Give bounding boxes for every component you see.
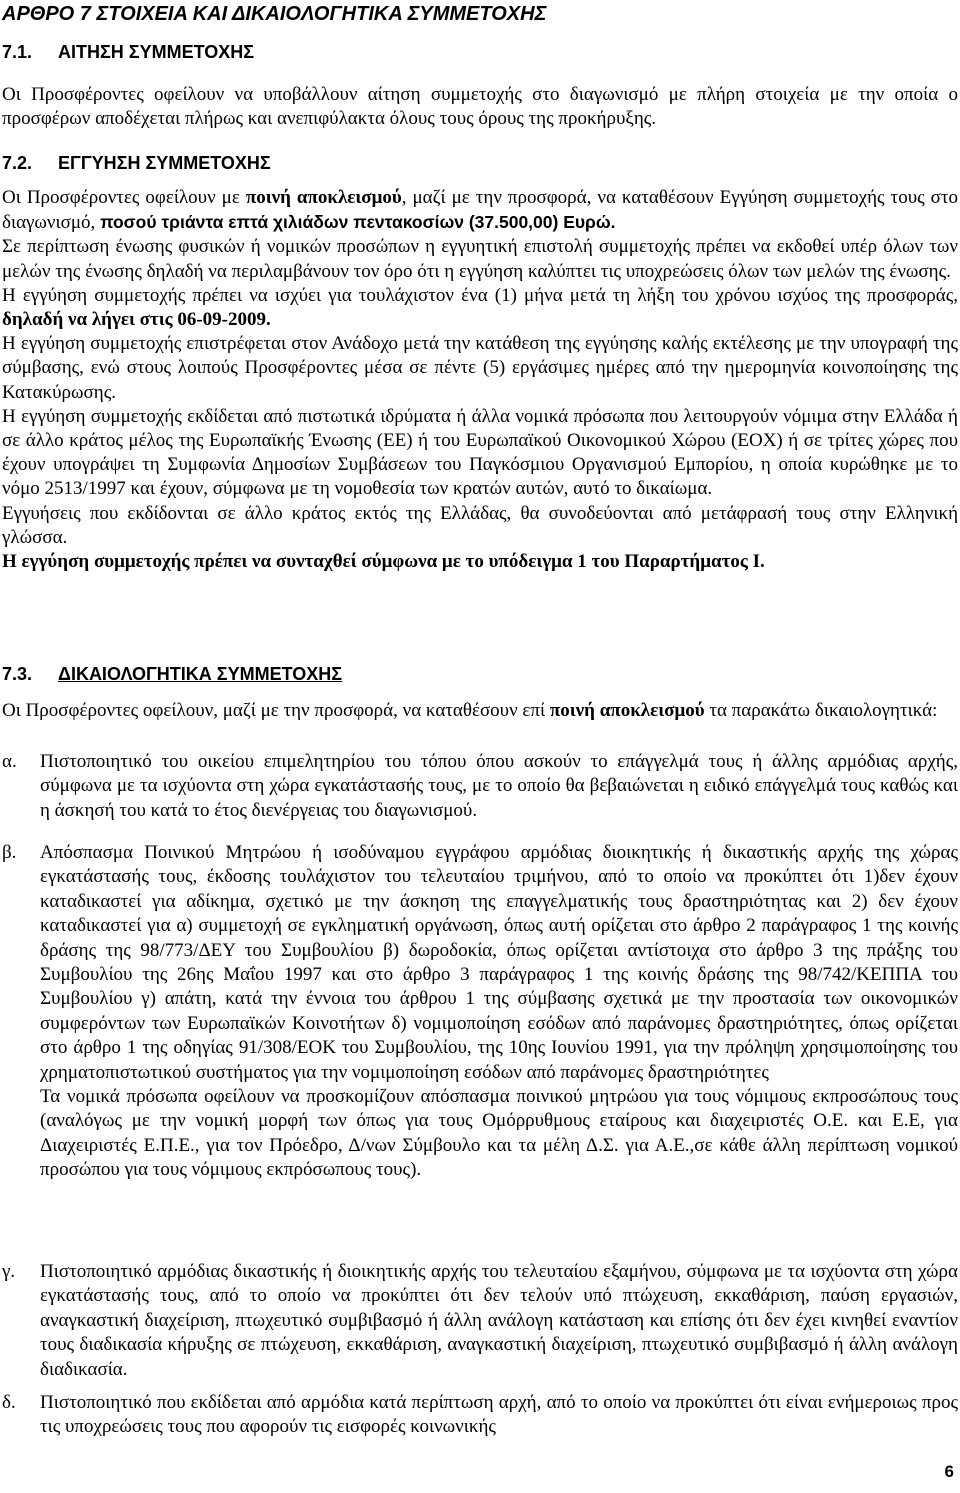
section-number: 7.2. (2, 153, 33, 173)
list-marker: α. (2, 751, 17, 772)
list-item-text: Πιστοποιητικό αρμόδιας δικαστικής ή διοικητικής αρχής του τελευταίου εξαμήνου, σύμφωνα με τα ισχύοντα στη χώρα εγκατάστασής τους, από το οποίο να προκύπτει ότι δεν τελούν υπό πτώχευση, εκκαθάριση, παύση εργασιών, αναγκαστική διαχείριση, πτωχευτικό συμβιβασμό ή άλλη ανάλογη κατάσταση και επίσης ότι δεν έχει κινηθεί εναντίον τους διαδικασία κήρυξης σε πτώχευση, εκκαθάριση, αναγκαστική διαχείριση, πτωχευτικό συμβιβασμό ή άλλη ανάλογη διαδικασία. (40, 1261, 958, 1380)
bold-text: ποινή αποκλεισμού (549, 700, 705, 721)
section-number: 7.1. (2, 42, 33, 62)
list-item (2, 1260, 958, 1382)
list-item-text: Απόσπασμα Ποινικού Μητρώου ή ισοδύναμου εγγράφου αρμόδιας διοικητικής ή δικαστικής αρχής της χώρας εγκατάστασής τους, έκδοσης τουλάχιστον του τελευταίου τριμήνου, από το οποίο να προκύπτει ότι 1)δεν έχουν καταδικαστεί για αδίκημα, σχετικό με την άσκηση της επαγγελματικής τους δραστηριότητας και 2) δεν έχουν καταδικαστεί για α) συμμετοχή σε εγκληματική οργάνωση, όπως αυτή ορίζεται στο άρθρο 2 παράγραφος 1 της κοινής δράσης της 98/773/ΔΕΥ του Συμβουλίου β) δωροδοκία, όπως ορίζεται αντίστοιχα στο άρθρο 3 της πράξης του Συμβουλίου της 26ης Μαΐου 1997 και στο άρθρο 3 παράγραφος 1 της κοινής δράσης της 98/742/ΚΕΠΠΑ του Συμβουλίου γ) απάτη, κατά την έννοια του άρθρου 1 της σύμβασης σχετικά με την προστασία των οικονομικών συμφερόντων των Ευρωπαϊκών Κοινοτήτων δ) νομιμοποίηση εσόδων από παράνομες δραστηριότητες, όπως ορίζεται στο άρθρο 1 της οδηγίας 91/308/ΕΟΚ του Συμβουλίου, της 10ης Ιουνίου 1991, για την πρόληψη χρησιμοποίησης του χρηματοπιστωτικού συστήματος για την νομιμοποίηση εσόδων από παράνομες δραστηριότητες (40, 842, 958, 1083)
section-heading-7-1 (2, 40, 254, 64)
amount-text: ποσού τριάντα επτά χιλιάδων πεντακοσίων (37.500,00) Ευρώ. (100, 212, 616, 233)
list-item (2, 841, 958, 1183)
paragraph (2, 186, 958, 235)
page-number: 6 (944, 1462, 954, 1481)
bold-text: Η εγγύηση συμμετοχής πρέπει να συνταχθεί σύμφωνα με το υπόδειγμα 1 του Παραρτήματος Ι. (2, 551, 765, 573)
list-item-text: Πιστοποιητικό που εκδίδεται από αρμόδια κατά περίπτωση αρχή, από το οποίο να προκύπτει ότι είναι ενήμεροιως προς τις υποχρεώσεις τους που αφορούν τις εισφορές κοινωνικής (40, 1392, 958, 1438)
text-run: , μαζί με την προσφορά, να καταθέσουν Εγγύηση συμμετοχής τους στο διαγωνισμό, (2, 187, 958, 234)
bold-text: δηλαδή να λήγει στις 06-09-2009. (2, 309, 271, 331)
section-heading-7-2 (2, 151, 271, 175)
list-item-text: Πιστοποιητικό του οικείου επιμελητηρίου του τόπου όπου ασκούν το επάγγελμά τους ή άλλης αρμόδιας αρχής, σύμφωνα με τα ισχύοντα στη χώρα εγκατάστασής τους, με το οποίο θα βεβαιώνεται η ειδικό επάγγελμά τους καθώς και η άσκησή του κατά το έτος διενέργειας του διαγωνισμού. (40, 751, 958, 821)
list-marker: γ. (2, 1261, 16, 1282)
text-run: τα παρακάτω δικαιολογητικά: (704, 700, 938, 721)
paragraph (2, 699, 958, 723)
text-run: Η εγγύηση συμμετοχής πρέπει να ισχύει για τουλάχιστον ένα (1) μήνα μετά τη λήξη του χρόνου ισχύος της προσφοράς, (2, 284, 958, 306)
list-item-text: Τα νομικά πρόσωπα οφείλουν να προσκομίζουν απόσπασμα ποινικού μητρώου για τους νόμιμους εκπροσώπους τους (αναλόγως με την νομική μορφή των όπως για τους Ομόρρυθμους εταίρους και διαχειριστές Ο.Ε. και Ε.Ε, για Διαχειριστές Ε.Π.Ε., για τον Πρόεδρο, Δ/νων Σύμβουλο και τα μέλη Δ.Σ. για Α.Ε.,σε κάθε άλλη περίπτωση νομικού προσώπου για τους νόμιμους εκπρόσωπους τους). (40, 1086, 958, 1181)
section-body-7-2 (2, 186, 958, 574)
paragraph: Η εγγύηση συμμετοχής εκδίδεται από πιστωτικά ιδρύματα ή άλλα νομικά πρόσωπα που λειτουργούν νόμιμα στην Ελλάδα ή σε άλλο κράτος μέλος της Ευρωπαϊκής Ένωσης (ΕΕ) ή του Ευρωπαϊκού Οικονομικού Χώρου (ΕΟΧ) ή σε τρίτες χώρες που έχουν υπογράψει τη Συμφωνία Δημοσίων Συμβάσεων του Παγκόσμιου Οργανισμού Εμπορίου, η οποία κυρώθηκε με το νόμο 2513/1997 και έχουν, σύμφωνα με τη νομοθεσία των κρατών αυτών, αυτό το δικαίωμα. (2, 405, 958, 500)
section-heading-7-3 (2, 662, 342, 686)
section-body-7-1 (2, 83, 958, 131)
paragraph: Σε περίπτωση ένωσης φυσικών ή νομικών προσώπων η εγγυητική επιστολή συμμετοχής πρέπει να εκδοθεί υπέρ όλων των μελών της ένωσης δηλαδή να περιλαμβάνουν τον όρο ότι η εγγύηση καλύπτει τις υποχρεώσεις όλων των μελών της ένωσης. (2, 236, 958, 282)
paragraph (2, 284, 958, 332)
section-title: ΕΓΓΥΗΣΗ ΣΥΜΜΕΤΟΧΗΣ (58, 153, 271, 173)
section-intro-7-3 (2, 699, 958, 723)
bold-text: ποινή αποκλεισμού (245, 187, 402, 208)
list-marker: δ. (2, 1392, 16, 1413)
list-item (2, 750, 958, 823)
article-title: ΑΡΘΡΟ 7 ΣΤΟΙΧΕΙΑ ΚΑΙ ΔΙΚΑΙΟΛΟΓΗΤΙΚΑ ΣΥΜΜΕΤΟΧΗΣ (2, 3, 547, 25)
section-number: 7.3. (2, 664, 33, 684)
text-run: Οι Προσφέροντες οφείλουν με (2, 187, 246, 208)
section-title: ΔΙΚΑΙΟΛΟΓΗΤΙΚΑ ΣΥΜΜΕΤΟΧΗΣ (58, 664, 343, 684)
paragraph: Η εγγύηση συμμετοχής επιστρέφεται στον Ανάδοχο μετά την κατάθεση της εγγύησης καλής εκτέλεσης με την υπογραφή της σύμβασης, ενώ στους λοιπούς Προσφέροντες μέσα σε πέντε (5) εργάσιμες ημέρες από την ημερομηνία κοινοποίησης της Κατακύρωσης. (2, 333, 958, 403)
paragraph: Εγγυήσεις που εκδίδονται σε άλλο κράτος εκτός της Ελλάδας, θα συνοδεύονται από μετάφρασή τους στην Ελληνική γλώσσα. (2, 502, 958, 548)
list-marker: β. (2, 842, 17, 863)
paragraph: Οι Προσφέροντες οφείλουν να υποβάλλουν αίτηση συμμετοχής στο διαγωνισμό με πλήρη στοιχεία με την οποία ο προσφέρων αποδέχεται πλήρως και ανεπιφύλακτα όλους τους όρους της προκήρυξης. (2, 84, 958, 130)
paragraph (2, 550, 958, 574)
list-item (2, 1391, 958, 1440)
text-run: Οι Προσφέροντες οφείλουν, μαζί με την προσφορά, να καταθέσουν επί (2, 700, 550, 721)
section-title: ΑΙΤΗΣΗ ΣΥΜΜΕΤΟΧΗΣ (58, 42, 255, 62)
